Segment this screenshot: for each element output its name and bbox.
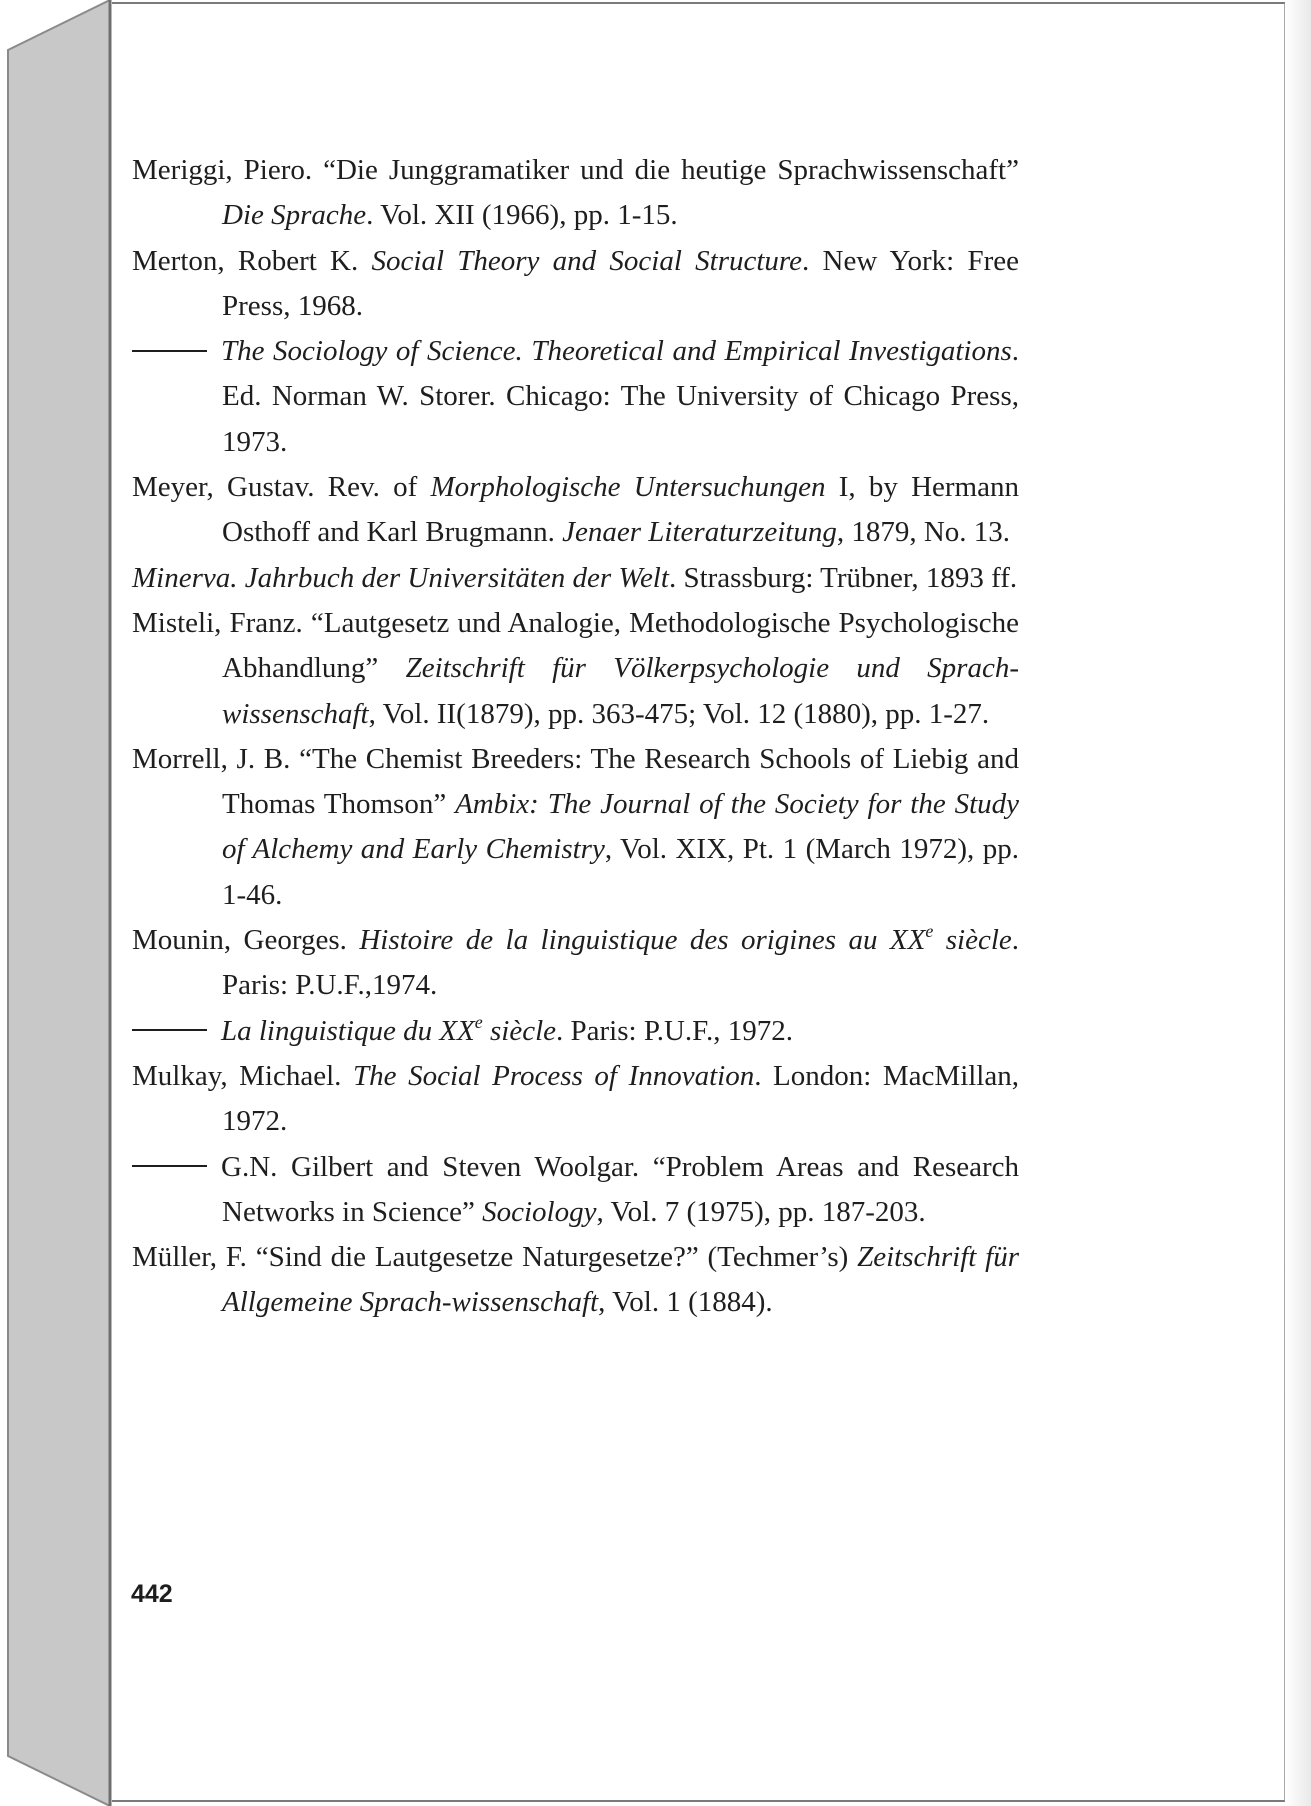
book-spine-face [8, 0, 110, 1806]
bibliography-entry [132, 601, 1019, 737]
entry-text: . Strassburg: Trübner, 1893 ff. [668, 561, 1018, 594]
bibliography-entry [132, 737, 1019, 918]
italic-title: La linguistique du XX [221, 1014, 475, 1047]
entry-text: , Vol. XIX, Pt. 1 (March 1972), pp. 1-46. [222, 833, 1020, 911]
entry-text: Meyer, Gustav. Rev. of [132, 471, 431, 504]
entry-text: I, by Hermann Osthoff and Karl Brugmann. [222, 471, 1019, 549]
entry-text: Misteli, Franz. “Lautgesetz und Analogie, Methodologische Psychologische Abhandlung” [132, 606, 1019, 685]
bibliography-entry [132, 239, 1019, 330]
italic-title: Social Theory and Social Structure [371, 244, 803, 277]
italic-title: Sociology [482, 1195, 597, 1228]
ditto-dash [132, 350, 207, 352]
entry-text: Meriggi, Piero. “Die Junggramatiker und die heutige Sprachwissenschaft” [132, 154, 1019, 186]
italic-title: Jenaer Literaturzeitung [562, 516, 837, 549]
entry-text: . Vol. XII (1966), pp. 1-15. [366, 199, 678, 232]
italic-title: Histoire de la linguistique des origines au XX [359, 924, 926, 957]
entry-text: Mulkay, Michael. [132, 1059, 353, 1092]
bibliography-entry [132, 1235, 1019, 1326]
italic-title: Zeitschrift für Allgemeine Sprach-wissenschaft [222, 1241, 1019, 1319]
entry-text: Mounin, Georges. [132, 924, 360, 957]
italic-title: siècle [482, 1014, 557, 1047]
bibliography-entry [132, 465, 1019, 556]
italic-title: Die Sprache [222, 199, 367, 232]
entry-text: . Ed. Norman W. Storer. Chicago: The University of Chicago Press, 1973. [222, 335, 1019, 458]
book-spine-graphic [0, 0, 112, 1806]
page-number: 442 [131, 1580, 173, 1608]
bibliography-entry [132, 1009, 1019, 1054]
entry-text: . Paris: P.U.F., 1972. [556, 1014, 793, 1047]
entry-text: . New York: Free Press, 1968. [222, 244, 1020, 322]
bibliography-entry [132, 918, 1019, 1009]
bibliography-entry [132, 1054, 1019, 1145]
entry-text: , Vol. 7 (1975), pp. 187-203. [596, 1195, 926, 1228]
bibliography-entry [132, 329, 1019, 465]
entry-text: , 1879, No. 13. [836, 516, 1011, 549]
entry-text: Morrell, J. B. “The Chemist Breeders: The Research Schools of Liebig and Thomas Thomson” [132, 742, 1019, 821]
italic-title: Morphologische Untersuchungen [430, 471, 826, 504]
superscript-text: e [474, 1011, 483, 1032]
bibliography-entry [132, 1145, 1019, 1236]
entry-text: Merton, Robert K. [132, 244, 372, 277]
italic-title: Minerva. Jahrbuch der Universitäten der Welt [132, 561, 669, 594]
ditto-dash [132, 1165, 207, 1167]
entry-text: G.N. Gilbert and Steven Woolgar. “Problem Areas and Research Networks in Science” [221, 1150, 1019, 1228]
superscript-text: e [925, 921, 934, 942]
entry-text: Müller, F. “Sind die Lautgesetze Naturgesetze?” (Techmer’s) [132, 1241, 858, 1274]
entry-text: . London: MacMillan, 1972. [222, 1059, 1019, 1138]
bibliography-list [132, 148, 1019, 1326]
entry-text: , Vol. II(1879), pp. 363-475; Vol. 12 (1880), pp. 1-27. [368, 697, 990, 730]
italic-title: The Sociology of Science. Theoretical and Empirical Investigations [221, 335, 1012, 368]
bibliography-entry [132, 556, 1019, 601]
bibliography-entry [132, 148, 1019, 239]
page-edge-shadow [1285, 0, 1311, 1806]
italic-title: siècle [933, 924, 1012, 957]
entry-text: . Paris: P.U.F.,1974. [222, 924, 1020, 1002]
italic-title: The Social Process of Innovation [353, 1059, 755, 1092]
italic-title: Ambix: The Journal of the Society for the Study of Alchemy and Early Chemistry [222, 788, 1019, 866]
entry-text: , Vol. 1 (1884). [598, 1286, 773, 1319]
ditto-dash [132, 1029, 207, 1031]
italic-title: Zeitschrift für Völkerpsychologie und Sprach-wissenschaft [222, 652, 1020, 730]
